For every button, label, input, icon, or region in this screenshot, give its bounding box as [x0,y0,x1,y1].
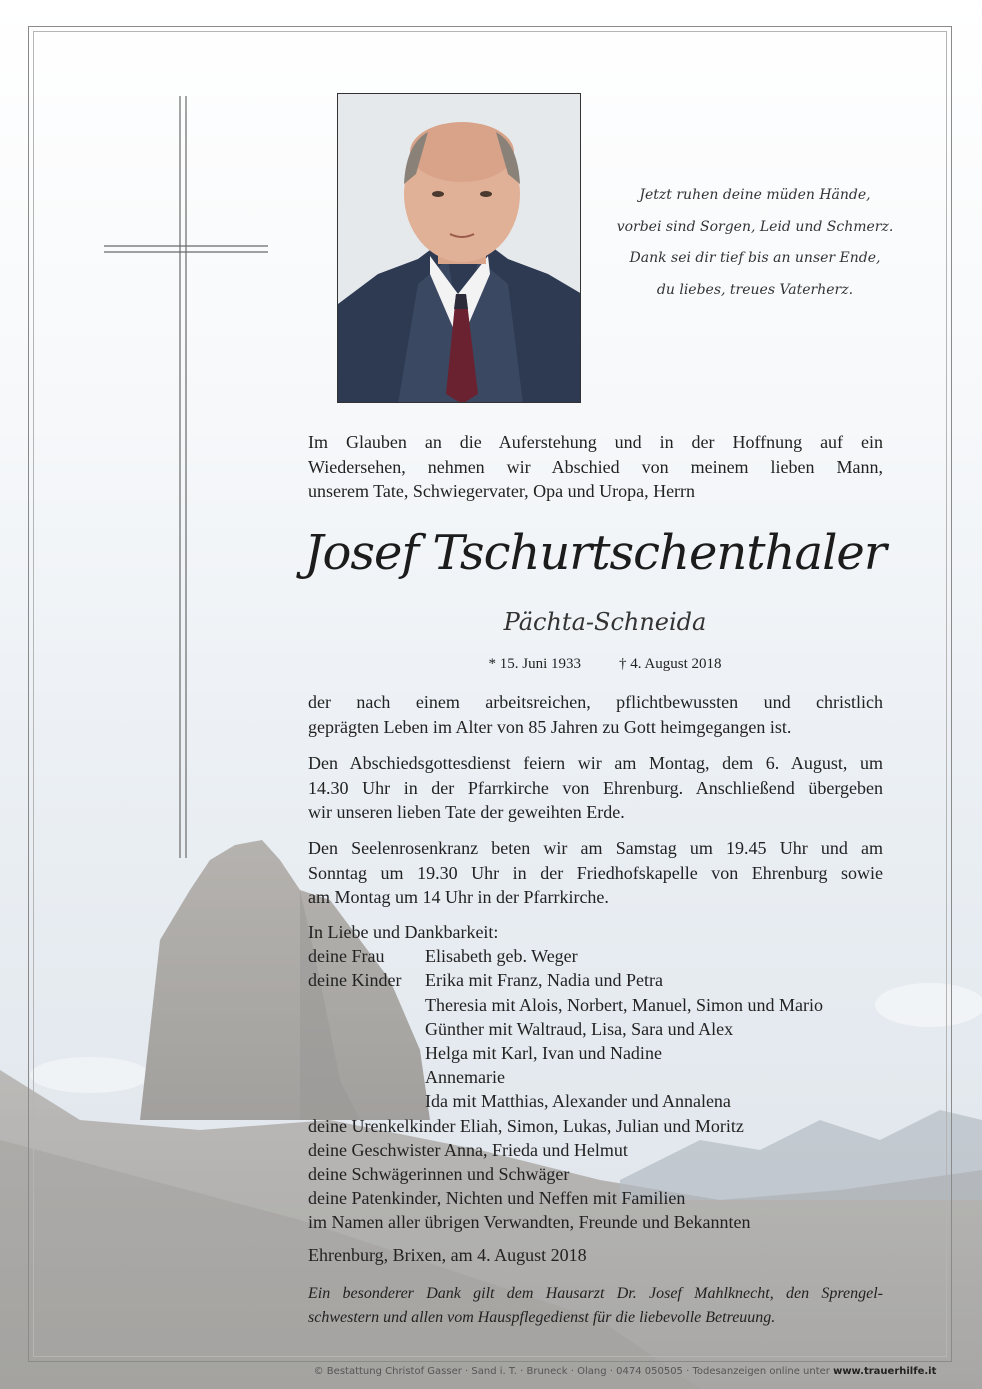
text-line: schwestern und allen vom Hauspflegedienst für die liebevolle Betreuung. [308,1309,776,1326]
thanks-note [308,1282,883,1330]
poem-line: Dank sei dir tief bis an unser Ende, [629,250,881,266]
mourners-list [308,920,898,1235]
text-line: Sonntag um 19.30 Uhr in der Friedhofskapelle von Ehrenburg sowie [308,862,883,883]
text-line: am Montag um 14 Uhr in der Pfarrkirche. [308,887,609,907]
intro-line: unserem Tate, Schwiegervater, Opa und Uropa, Herrn [308,481,696,501]
mourner-names: Theresia mit Alois, Norbert, Manuel, Simon und Mario [425,994,823,1015]
deceased-name: Josef Tschurtschenthaler [304,525,886,581]
poem-line: vorbei sind Sorgen, Leid und Schmerz. [616,218,894,235]
mourner-names: Ida mit Matthias, Alexander und Annalena [425,1091,731,1112]
mourner-names: Annemarie [425,1067,505,1088]
relation-label: deine Frau [308,946,385,967]
footer-text: © Bestattung Christof Gasser · Sand i. T. · Bruneck · Olang · 0474 050505 · Todesanzeigen online unter [313,1366,830,1377]
mourner-row [308,944,898,968]
funeral-paragraph [308,751,883,825]
mourner-line: deine Geschwister Anna, Frieda und Helmut [308,1139,628,1160]
text-line: der nach einem arbeitsreichen, pflichtbewussten und christlich [308,692,883,712]
cross-icon [104,96,268,858]
death-date: † 4. August 2018 [619,656,722,672]
birth-date: * 15. Juni 1933 [488,656,581,672]
text-line: geprägten Leben im Alter von 85 Jahren zu Gott heimgegangen ist. [308,716,792,737]
life-dates [440,656,770,673]
mourner-names: Günther mit Waltraud, Lisa, Sara und Alex [425,1018,734,1039]
intro-line: Wiedersehen, nehmen wir Abschied von meinem lieben Mann, [308,456,883,477]
mourners-heading: In Liebe und Dankbarkeit: [308,922,499,942]
mourner-names: Helga mit Karl, Ivan und Nadine [425,1043,662,1064]
mourner-row [308,968,898,992]
mourner-names: Erika mit Franz, Nadia und Petra [425,970,663,991]
text-line: Den Seelenrosenkranz beten wir am Samstag um 19.45 Uhr und am [308,838,883,858]
text-line: wir unseren lieben Tate der geweihten Erde. [308,802,625,822]
portrait-photo [337,93,581,403]
footer-credit [300,1366,950,1377]
text-line: Ein besonderer Dank gilt dem Hausarzt Dr. Josef Mahlknecht, den Sprengel- [308,1285,883,1302]
poem [600,180,910,306]
intro-text [308,430,883,504]
place-date: Ehrenburg, Brixen, am 4. August 2018 [308,1245,587,1265]
mourner-line: deine Schwägerinnen und Schwäger [308,1164,570,1185]
footer-link[interactable]: www.trauerhilfe.it [833,1366,937,1377]
intro-line: Im Glauben an die Auferstehung und in der Hoffnung auf ein [308,432,883,452]
mourner-line: im Namen aller übrigen Verwandten, Freunde und Bekannten [308,1212,751,1233]
relation-label: deine Kinder [308,970,402,991]
deceased-nickname: Pächta-Schneida [503,608,707,636]
poem-line: Jetzt ruhen deine müden Hände, [639,187,871,203]
text-line: 14.30 Uhr in der Pfarrkirche von Ehrenburg. Anschließend übergeben [308,777,883,798]
mourner-line: deine Urenkelkinder Eliah, Simon, Lukas, Julian und Moritz [308,1115,744,1136]
text-line: Den Abschiedsgottesdienst feiern wir am Montag, dem 6. August, um [308,753,883,773]
rosary-paragraph [308,836,883,910]
mourner-names: Elisabeth geb. Weger [425,946,578,967]
poem-line: du liebes, treues Vaterherz. [656,281,854,298]
life-paragraph [308,690,883,739]
mourner-line: deine Patenkinder, Nichten und Neffen mit Familien [308,1188,686,1209]
